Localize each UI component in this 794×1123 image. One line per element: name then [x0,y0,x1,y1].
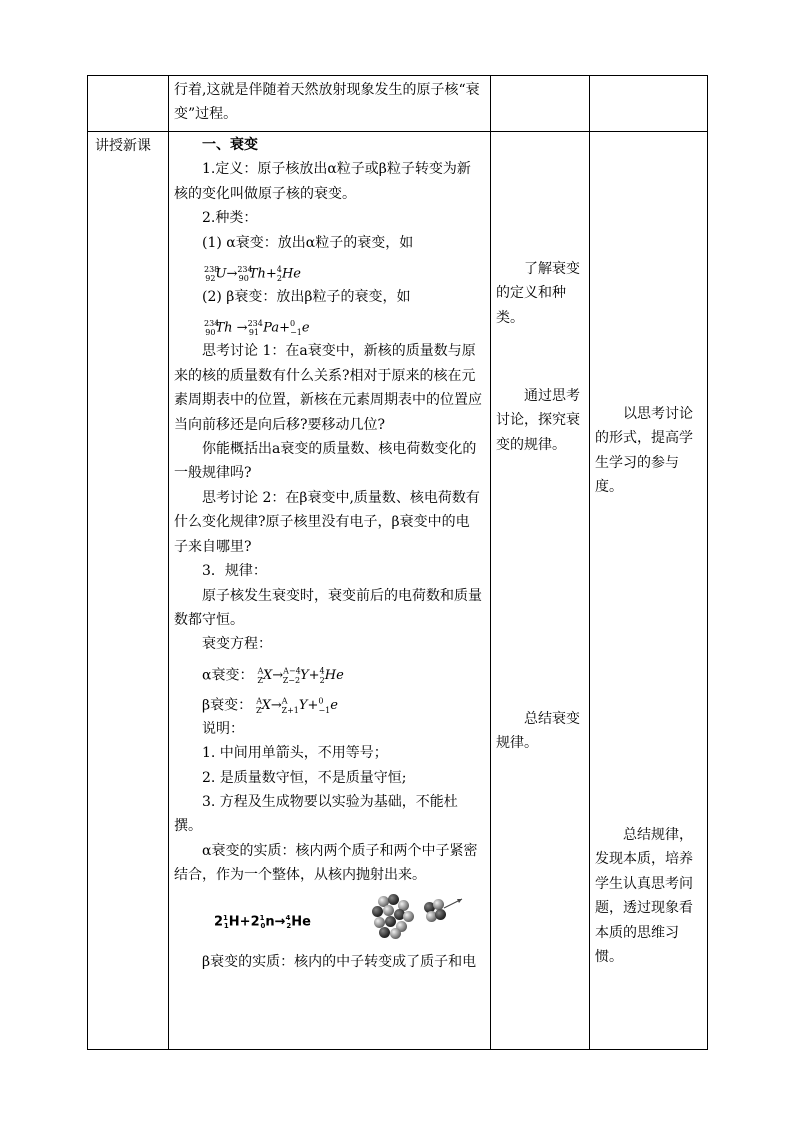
beta-general-equation: β衰变： $^A_Z$X→$^A_{Z+1}$Y+$^0_{-1}$e [202,696,338,715]
design-intent-cell [590,132,708,1050]
beta-essence-text: β衰变的实质：核内的中子转变成了质子和电 [202,953,477,970]
discussion-text: 素周期表中的位置，新核在元素周期表中的位置应 [174,392,482,409]
alpha-general-equation: α衰变： $^A_Z$X→$^{A-4}_{Z-2}$Y+$^4_2$He [202,666,344,685]
alpha-type-text: (1) α衰变：放出α粒子的衰变，如 [202,234,414,251]
student-note-1: 了解衰变 的定义和种类。 [496,261,580,326]
discussion-text: 来的核的质量数有什么关系?相对于原来的核在元 [174,367,476,384]
student-cell-empty [491,76,590,132]
student-activity-cell [491,132,590,1050]
equation-title: 衰变方程： [202,636,272,653]
discussion-text: 思考讨论 2：在β衰变中,质量数、核电荷数有 [202,489,480,506]
content-cell [169,132,491,1050]
beta-type-text: (2) β衰变：放出β粒子的衰变，如 [202,289,411,306]
alpha-essence-text: 结合，作为一个整体，从核内抛射出来。 [174,867,426,884]
student-note-2: 通过思考 讨论，探究衰 变的规律。 [496,388,580,453]
stage-cell-empty [88,76,169,132]
discussion-text: 你能概括出a衰变的质量数、核电荷数变化的 [202,441,477,458]
lesson-plan-table [87,75,708,1050]
top-row [88,76,708,132]
explain-item: 2. 是质量数守恒，不是质量守恒; [202,769,407,786]
beta-example-equation: $^{234}_{90}$Th →$^{234}_{91}$ Pa+$^0_{-1}$e [204,319,310,338]
discussion-text: 什么变化规律?原子核里没有电子，β衰变中的电 [174,514,470,531]
discussion-text: 思考讨论 1：在a衰变中，新核的质量数与原 [202,343,476,360]
alpha-particle-icon [422,896,466,926]
rule-text: 原子核发生衰变时，衰变前后的电荷数和质量 [202,587,482,604]
types-label: 2.种类： [202,210,258,227]
section-heading: 一、衰变 [202,137,258,153]
content-line: 变”过程。 [174,106,238,123]
explain-item: 1. 中间用单箭头，不用等号； [202,745,388,762]
explain-label: 说明： [202,720,244,737]
alpha-particle-illustration [174,888,484,950]
discussion-text: 子来自哪里? [174,538,252,555]
intent-note-1: 以思考讨论 的形式，提高学 生学习的参与度。 [595,406,693,496]
discussion-text: 当向前移还是向后移?要移动几位? [174,416,386,433]
content-cell-top [169,76,491,132]
explain-item: 3. 方程及生成物要以实验为基础，不能杜撰。 [174,793,458,835]
stage-label: 讲授新课 [95,138,151,154]
alpha-example-equation: $^{238}_{92}$U→$^{234}_{90}$Th+$^4_2$He [204,265,301,283]
definition-text: 核的变化叫做原子核的衰变。 [174,185,356,202]
main-row [88,132,708,1050]
definition-text: 1.定义：原子核放出α粒子或β粒子转变为新 [202,161,471,178]
emission-arrow-icon [442,896,466,910]
rule-label: 3．规律： [202,563,267,580]
nucleus-cluster-icon [370,894,414,942]
alpha-formation-equation: $2^1_1H+2^1_0n\to^4_2He$ [214,913,311,931]
rule-text: 数都守恒。 [174,611,244,628]
intent-note-2: 总结规律， 发现本质，培养 学生认真思考问 题，透过现象看 本质的思维习惯。 [595,827,693,966]
discussion-text: 一般规律吗? [174,465,252,482]
alpha-essence-text: α衰变的实质：核内两个质子和两个中子紧密 [202,842,478,859]
stage-cell [88,132,169,1050]
content-line: 行着,这就是伴随着天然放射现象发生的原子核“衰 [174,82,480,98]
intent-cell-empty [590,76,708,132]
student-note-3: 总结衰变 规律。 [496,711,580,752]
